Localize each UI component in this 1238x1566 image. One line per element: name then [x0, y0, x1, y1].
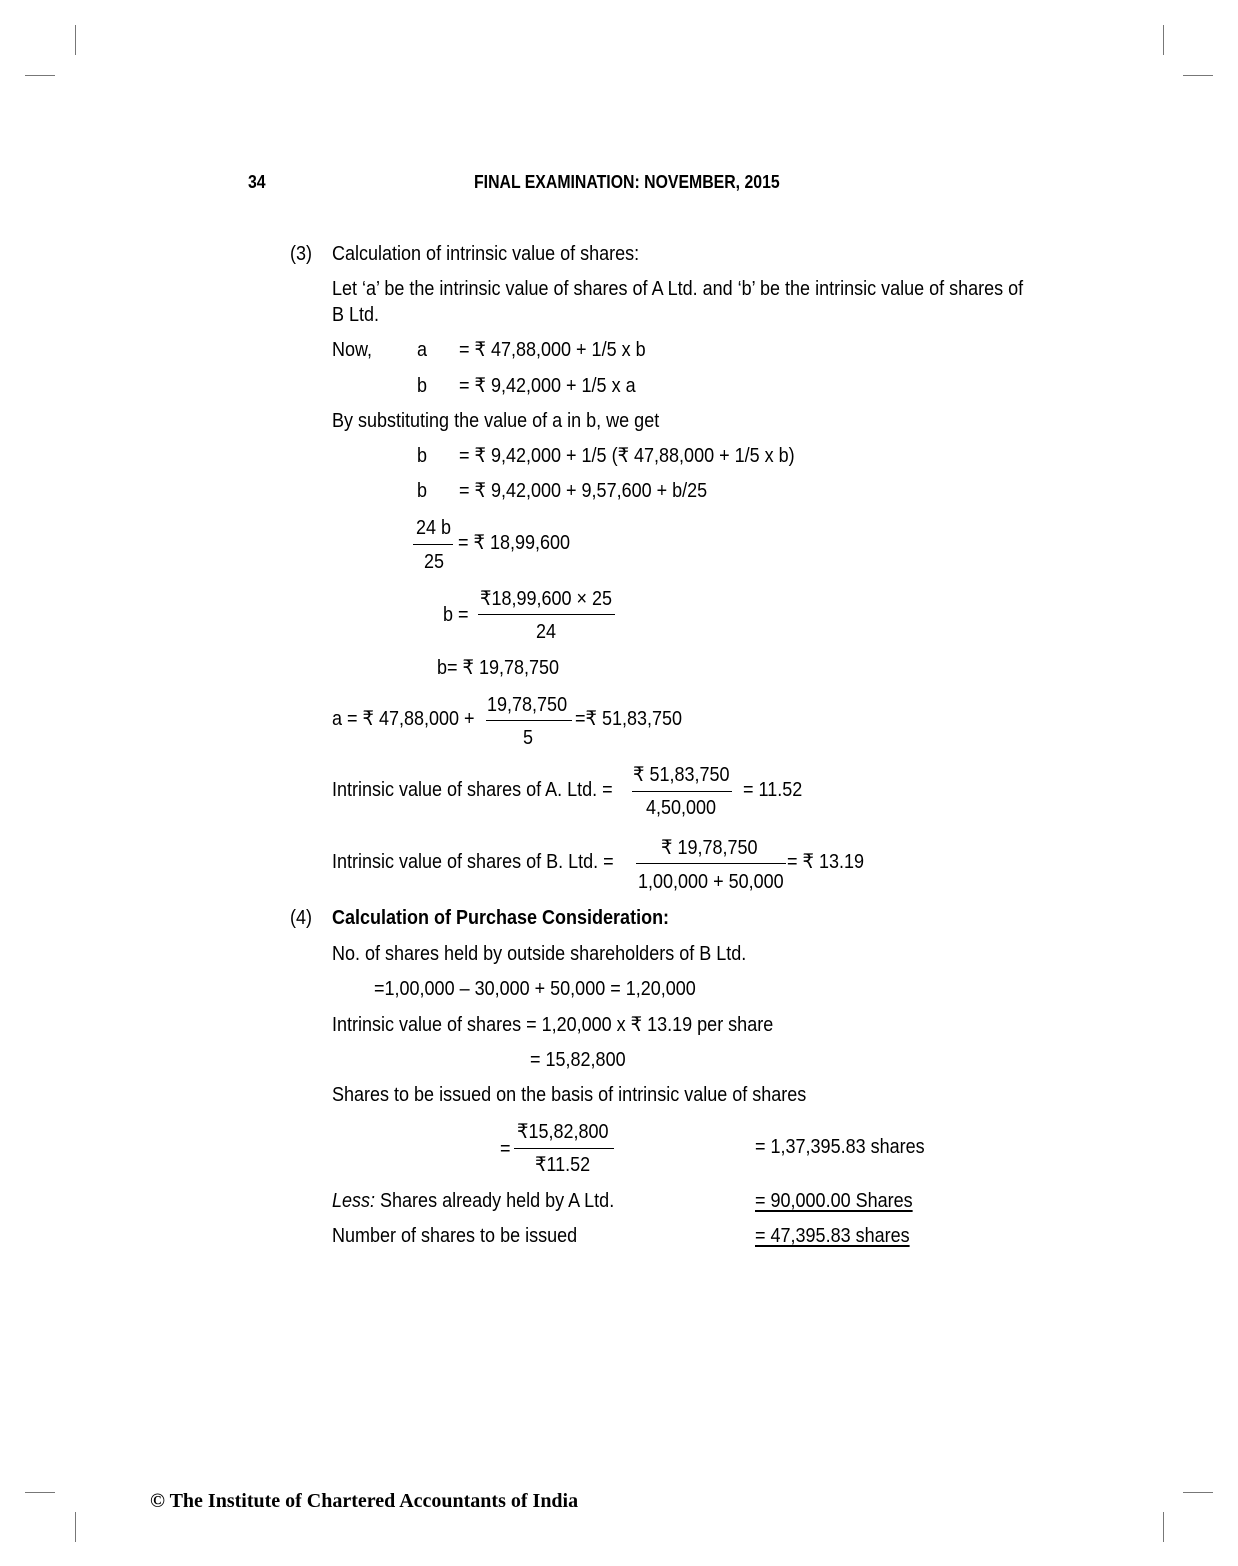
- section-heading: Calculation of Purchase Consideration:: [332, 907, 670, 929]
- equation-expr: b =: [443, 604, 469, 626]
- fraction-bar: [632, 791, 732, 792]
- equation-expr: = ₹ 9,42,000 + 9,57,600 + b/25: [459, 480, 708, 502]
- fraction-numerator: ₹ 51,83,750: [633, 764, 730, 786]
- crop-mark: [75, 1512, 76, 1542]
- issue-value: = 47,395.83 shares: [755, 1225, 910, 1247]
- intrinsic-value-a-result: = 11.52: [743, 779, 803, 801]
- less-row: [332, 1189, 614, 1213]
- intrinsic-value-shares-result: = 15,82,800: [530, 1049, 626, 1071]
- shares-issue-text: Shares to be issued on the basis of intrinsic value of shares: [332, 1084, 807, 1106]
- less-text: Shares already held by A Ltd.: [375, 1190, 615, 1212]
- fraction-numerator: ₹18,99,600 × 25: [480, 588, 613, 610]
- fraction-equals: =: [500, 1138, 511, 1160]
- section-number: (4): [290, 907, 313, 929]
- equation-var: b: [417, 445, 428, 467]
- now-label: Now,: [332, 339, 373, 361]
- equation-expr: =₹ 51,83,750: [575, 708, 683, 730]
- intrinsic-value-b-label: Intrinsic value of shares of B. Ltd. =: [332, 851, 614, 873]
- crop-mark: [1183, 1492, 1213, 1493]
- less-value: = 90,000.00 Shares: [755, 1190, 913, 1212]
- intrinsic-value-shares: Intrinsic value of shares = 1,20,000 x ₹ 13.19 per share: [332, 1014, 774, 1036]
- intrinsic-value-b-result: = ₹ 13.19: [787, 851, 865, 873]
- equation-expr: = ₹ 9,42,000 + 1/5 x a: [459, 375, 636, 397]
- equation-expr: = ₹ 18,99,600: [458, 532, 571, 554]
- substitute-text: By substituting the value of a in b, we get: [332, 410, 660, 432]
- crop-mark: [75, 25, 76, 55]
- fraction-denominator: ₹11.52: [535, 1154, 591, 1176]
- fraction-bar: [413, 544, 453, 545]
- fraction-denominator: 25: [424, 551, 445, 573]
- intrinsic-value-a-label: Intrinsic value of shares of A. Ltd. =: [332, 779, 613, 801]
- fraction-bar: [514, 1148, 614, 1149]
- fraction-bar: [486, 720, 572, 721]
- equation-expr: = ₹ 9,42,000 + 1/5 (₹ 47,88,000 + 1/5 x b): [459, 445, 795, 467]
- shares-result: = 1,37,395.83 shares: [755, 1136, 925, 1158]
- crop-mark: [1163, 1512, 1164, 1542]
- fraction-numerator: ₹15,82,800: [517, 1121, 609, 1143]
- crop-mark: [1183, 75, 1213, 76]
- equation-expr: a = ₹ 47,88,000 +: [332, 708, 475, 730]
- fraction-bar: [478, 614, 615, 615]
- crop-mark: [25, 1492, 55, 1493]
- fraction-bar: [636, 863, 786, 864]
- equation-expr: = ₹ 47,88,000 + 1/5 x b: [459, 339, 646, 361]
- fraction-denominator: 1,00,000 + 50,000: [638, 871, 784, 893]
- equation-var: b: [417, 375, 428, 397]
- fraction-numerator: ₹ 19,78,750: [661, 837, 758, 859]
- shares-calculation: =1,00,000 – 30,000 + 50,000 = 1,20,000: [374, 978, 696, 1000]
- fraction-numerator: 19,78,750: [487, 694, 568, 716]
- section-heading: Calculation of intrinsic value of shares:: [332, 243, 640, 265]
- less-label: Less:: [332, 1190, 376, 1212]
- fraction-denominator: 24: [536, 621, 557, 643]
- intro-paragraph: Let ‘a’ be the intrinsic value of shares of A Ltd. and ‘b’ be the intrinsic value of shares of B Ltd.: [332, 278, 1024, 326]
- footer-copyright: © The Institute of Chartered Accountants of India: [150, 1490, 579, 1512]
- crop-mark: [25, 75, 55, 76]
- equation-expr: b= ₹ 19,78,750: [437, 657, 560, 679]
- fraction-denominator: 5: [523, 727, 534, 749]
- fraction-denominator: 4,50,000: [646, 797, 717, 819]
- shares-outside-text: No. of shares held by outside shareholders of B Ltd.: [332, 943, 747, 965]
- equation-var: a: [417, 339, 428, 361]
- crop-mark: [1163, 25, 1164, 55]
- equation-var: b: [417, 480, 428, 502]
- issue-label: Number of shares to be issued: [332, 1225, 578, 1247]
- section-number: (3): [290, 243, 313, 265]
- page-title: FINAL EXAMINATION: NOVEMBER, 2015: [474, 172, 780, 192]
- fraction-numerator: 24 b: [416, 517, 452, 539]
- page-number: 34: [248, 172, 266, 192]
